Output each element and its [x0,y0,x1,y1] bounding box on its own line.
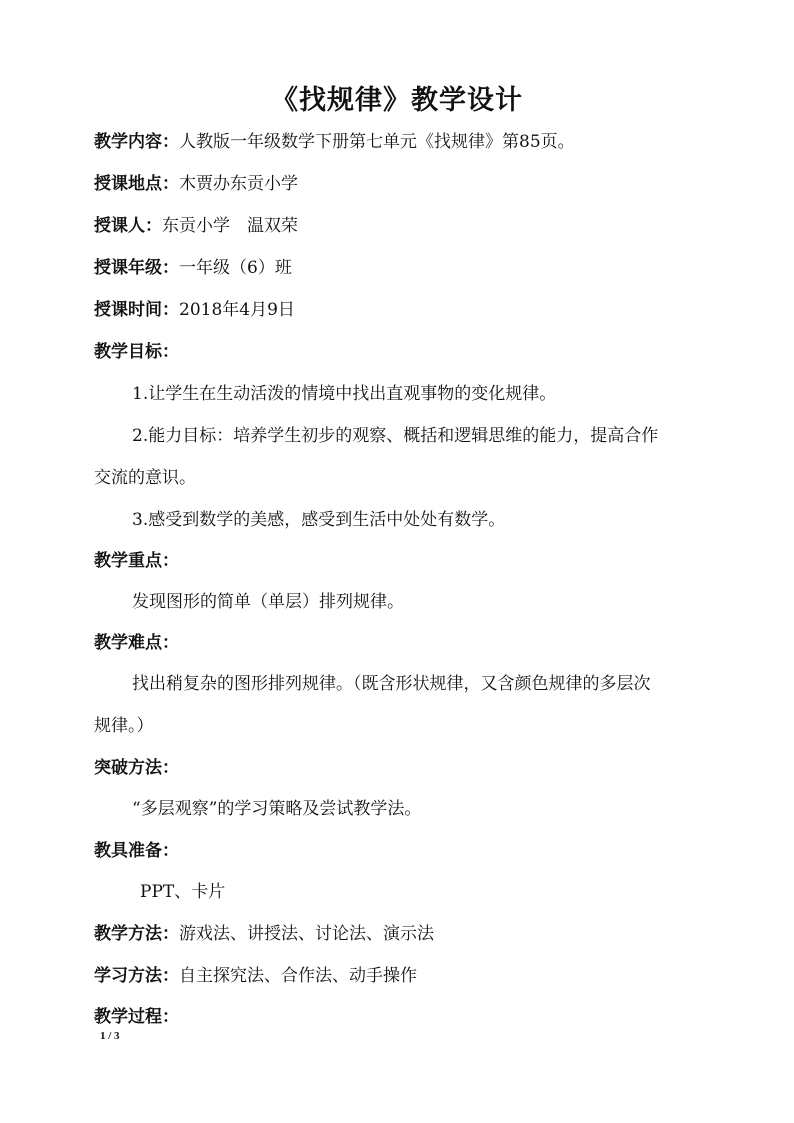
document-title: 《找规律》教学设计 [271,85,523,116]
goals-heading: 教学目标： [94,342,179,362]
goal-item-2-line-1: 2.能力目标：培养学生初步的观察、概括和逻辑思维的能力，提高合作 [132,426,659,446]
info-grade-row [94,253,292,278]
learning-method-label: 学习方法： [94,966,179,986]
grade-value: 一年级（6）班 [179,258,292,278]
grade-label: 授课年级： [94,258,179,278]
goal-item-1: 1.让学生在生动活泼的情境中找出直观事物的变化规律。 [132,384,557,404]
info-teacher-row [94,211,298,236]
content-value: 人教版一年级数学下册第七单元《找规律》第85页。 [179,132,575,152]
content-label: 教学内容： [94,132,179,152]
learning-method-value: 自主探究法、合作法、动手操作 [179,966,417,986]
teacher-value: 东贡小学 温双荣 [162,216,298,236]
breakthrough-text: “多层观察”的学习策略及尝试教学法。 [132,799,422,819]
tools-heading: 教具准备： [94,841,179,861]
process-heading: 教学过程： [94,1007,179,1027]
key-point-text: 发现图形的简单（单层）排列规律。 [132,592,404,612]
learning-method-row [94,961,417,986]
info-place-row [94,169,298,194]
breakthrough-heading: 突破方法： [94,758,179,778]
page-number: 1 / 3 [100,1030,120,1042]
teaching-method-label: 教学方法： [94,924,179,944]
time-label: 授课时间： [94,300,179,320]
goal-item-2-line-2: 交流的意识。 [94,468,196,488]
difficulty-text-line-1: 找出稍复杂的图形排列规律。（既含形状规律，又含颜色规律的多层次 [132,674,651,694]
info-time-row [94,295,295,320]
place-label: 授课地点： [94,174,179,194]
key-point-heading: 教学重点： [94,551,179,571]
difficulty-text-line-2: 规律。） [94,716,154,736]
tools-text: PPT、卡片 [140,882,226,902]
difficulty-heading: 教学难点： [94,633,179,653]
teacher-label: 授课人： [94,216,162,236]
time-value: 2018年4月9日 [179,300,295,320]
goal-item-3: 3.感受到数学的美感，感受到生活中处处有数学。 [132,510,506,530]
teaching-method-value: 游戏法、讲授法、讨论法、演示法 [179,924,434,944]
place-value: 木贾办东贡小学 [179,174,298,194]
info-content-row [94,127,575,152]
teaching-method-row [94,919,434,944]
